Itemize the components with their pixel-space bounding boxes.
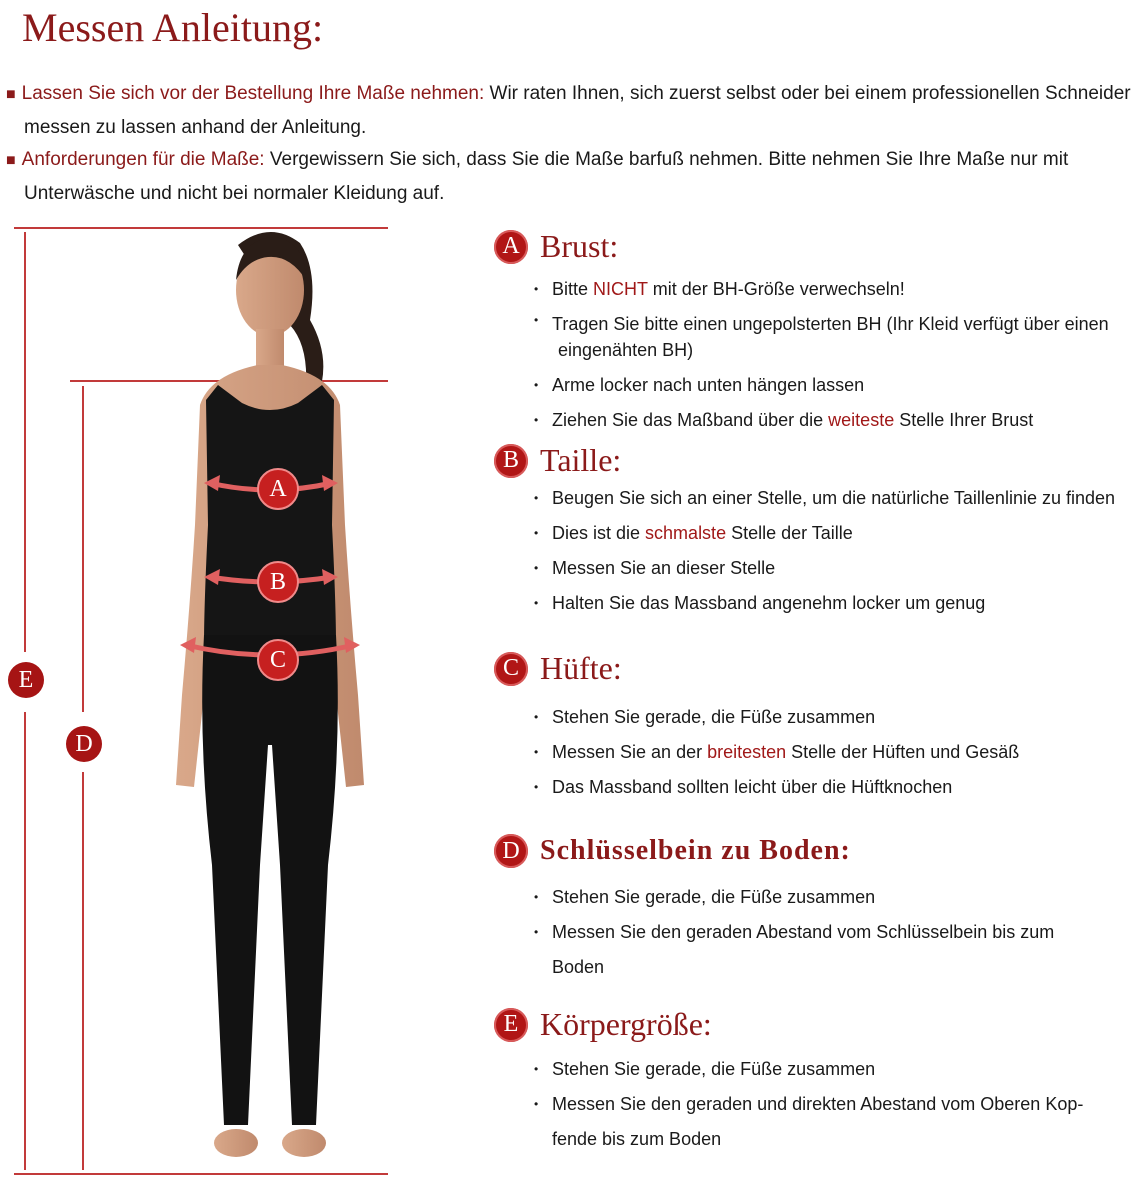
intro-paragraph-1: ■ Lassen Sie sich vor der Bestellung Ihre Maße nehmen: Wir raten Ihnen, sich zuerst selbst oder bei einem professionellen Schneider messen zu lassen anhand der Anleitung. [6,83,1131,138]
marker-d: D [66,726,102,762]
section-b-list [534,481,1115,621]
list-item: • Stehen Sie gerade, die Füße zusammen [534,1052,1083,1087]
collarbone-arrow-lower [82,772,84,1170]
marker-e: E [8,662,44,698]
collarbone-arrow-upper [82,386,84,712]
section-b-title: Taille: [540,442,622,478]
list-item: • Tragen Sie bitte einen ungepolsterten BH (Ihr Kleid verfügt über einen eingenähten BH) [534,307,1109,368]
marker-a: A [257,468,299,510]
height-arrow-upper [24,232,26,652]
section-c-title: Hüfte: [540,650,622,686]
list-item: • Stehen Sie gerade, die Füße zusammen [534,700,1019,735]
section-e-list [534,1052,1083,1157]
section-d-list [534,880,1054,985]
list-item: • Messen Sie den geraden und direkten Abestand vom Oberen Kop- fende bis zum Boden [534,1087,1083,1157]
section-c-heading [494,650,622,687]
list-item: • Dies ist die schmalste Stelle der Taille [534,516,1115,551]
section-d-heading [494,834,851,868]
section-d-title: Schlüsselbein zu Boden: [540,835,851,866]
section-a-badge: A [494,230,528,264]
section-c-list [534,700,1019,805]
model-figure-illustration [140,225,400,1185]
section-c-badge: C [494,652,528,686]
section-d-badge: D [494,834,528,868]
list-item: • Halten Sie das Massband angenehm locker um genug [534,586,1115,621]
list-item: • Messen Sie den geraden Abestand vom Schlüsselbein bis zum Boden [534,915,1054,985]
section-e-title: Körpergröße: [540,1006,712,1042]
page-title: Messen Anleitung: [22,5,324,50]
list-item: • Arme locker nach unten hängen lassen [534,368,1109,403]
height-arrow-lower [24,712,26,1170]
section-b-badge: B [494,444,528,478]
bullet-icon: ■ [6,152,16,169]
intro-paragraph-2: ■ Anforderungen für die Maße: Vergewissern Sie sich, dass Sie die Maße barfuß nehmen. Bitte nehmen Sie Ihre Maße nur mit Unterwäsche und nicht bei normaler Kleidung auf. [6,149,1069,204]
bullet-icon: ■ [6,86,16,103]
list-item: • Messen Sie an der breitesten Stelle der Hüften und Gesäß [534,735,1019,770]
section-a-list [534,272,1109,438]
section-a-heading [494,228,618,265]
marker-b: B [257,561,299,603]
list-item: • Bitte NICHT mit der BH-Größe verwechseln! [534,272,1109,307]
section-b-heading [494,442,621,479]
list-item: • Stehen Sie gerade, die Füße zusammen [534,880,1054,915]
section-a-title: Brust: [540,228,619,264]
list-item: • Ziehen Sie das Maßband über die weiteste Stelle Ihrer Brust [534,403,1109,438]
section-e-badge: E [494,1008,528,1042]
marker-c: C [257,639,299,681]
list-item: • Das Massband sollten leicht über die Hüftknochen [534,770,1019,805]
section-e-heading [494,1006,712,1043]
list-item: • Messen Sie an dieser Stelle [534,551,1115,586]
list-item: • Beugen Sie sich an einer Stelle, um die natürliche Taillenlinie zu finden [534,481,1115,516]
